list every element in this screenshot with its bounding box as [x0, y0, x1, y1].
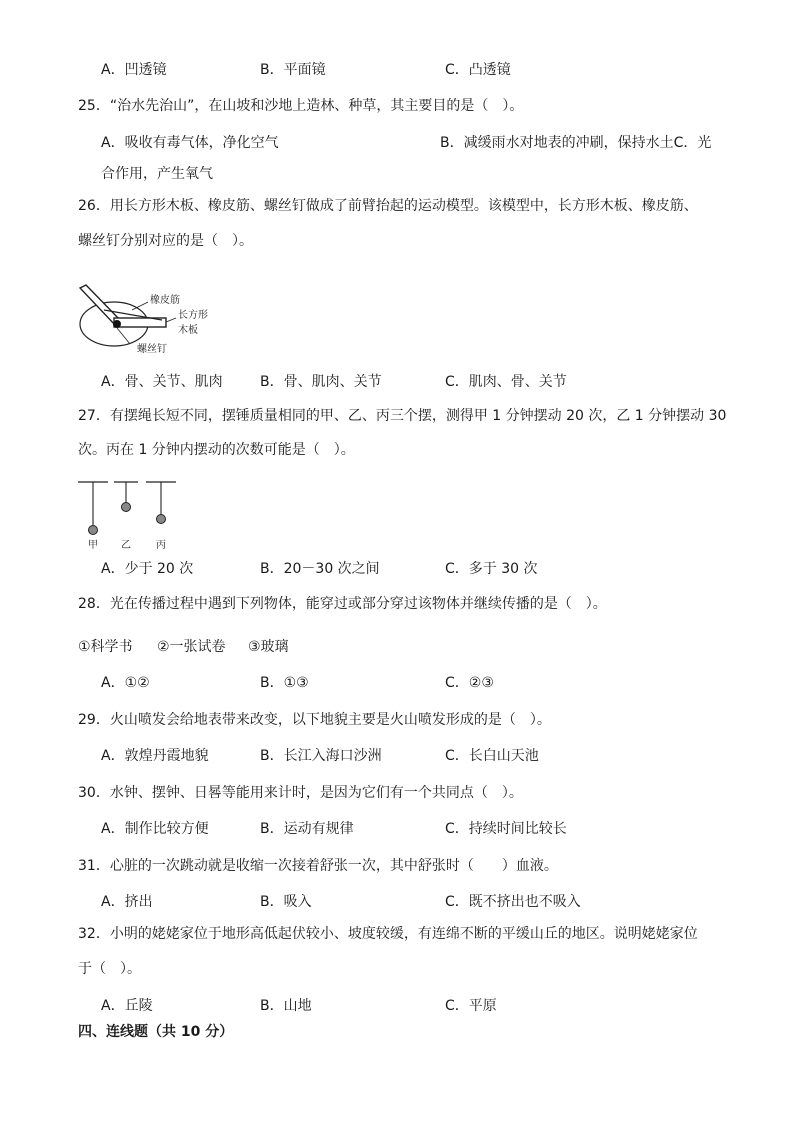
label-jia: 甲	[88, 540, 98, 551]
q31-option-a: A．挤出	[101, 894, 153, 910]
q24-option-c: C．凸透镜	[445, 62, 511, 78]
q32-stem-line1: 32．小明的姥姥家位于地形高低起伏较小、坡度较缓，有连绵不断的平缓山丘的地区。说明姥姥家位	[78, 926, 698, 942]
label-board-1: 长方形	[178, 310, 208, 321]
q28-option-a: A．①②	[101, 675, 150, 691]
label-rubber-band: 橡皮筋	[150, 295, 180, 306]
q29-stem: 29．火山喷发会给地表带来改变，以下地貌主要是火山喷发形成的是（ ）。	[78, 712, 551, 728]
q30-option-a: A．制作比较方便	[101, 821, 209, 837]
q32-option-b: B．山地	[260, 998, 312, 1014]
forearm-model-figure	[74, 284, 214, 356]
screw	[113, 320, 121, 328]
q28-option-b: B．①③	[260, 675, 309, 691]
label-bing: 丙	[156, 540, 166, 551]
q24-option-a: A．凹透镜	[101, 62, 167, 78]
q26-stem-line1: 26．用长方形木板、橡皮筋、螺丝钉做成了前臂抬起的运动模型。该模型中，长方形木板、橡皮筋、	[78, 198, 698, 214]
q26-stem-line2: 螺丝钉分别对应的是（ ）。	[78, 233, 253, 249]
q27-stem-line2: 次。丙在 1 分钟内摆动的次数可能是（ ）。	[78, 442, 355, 458]
pendulum-bob-bing	[157, 515, 166, 524]
section-4-heading: 四、连线题（共 10 分）	[78, 1024, 234, 1040]
q32-stem-line2: 于（ ）。	[78, 961, 141, 977]
q30-option-c: C．持续时间比较长	[445, 821, 567, 837]
q28-item-1: ①科学书	[78, 639, 133, 655]
q26-option-b: B．骨、肌肉、关节	[260, 374, 382, 390]
q26-option-c: C．肌肉、骨、关节	[445, 374, 567, 390]
q29-option-b: B．长江入海口沙洲	[260, 748, 382, 764]
q28-item-2: ②一张试卷	[157, 639, 226, 655]
pendulum-figure	[74, 476, 184, 552]
label-board-2: 木板	[178, 325, 198, 336]
q24-option-b: B．平面镜	[260, 62, 326, 78]
q28-stem: 28．光在传播过程中遇到下列物体，能穿过或部分穿过该物体并继续传播的是（ ）。	[78, 596, 607, 612]
q32-option-c: C．平原	[445, 998, 497, 1014]
q27-option-b: B．20－30 次之间	[260, 561, 380, 577]
q28-option-c: C．②③	[445, 675, 494, 691]
q31-option-b: B．吸入	[260, 894, 312, 910]
pendulum-bob-jia	[89, 526, 98, 535]
q30-stem: 30．水钟、摆钟、日晷等能用来计时，是因为它们有一个共同点（ ）。	[78, 785, 523, 801]
q27-option-a: A．少于 20 次	[101, 561, 194, 577]
q26-option-a: A．骨、关节、肌肉	[101, 374, 223, 390]
q25-stem: 25．“治水先治山”，在山坡和沙地上造林、种草，其主要目的是（ ）。	[78, 98, 524, 114]
q31-stem: 31．心脏的一次跳动就是收缩一次接着舒张一次，其中舒张时（ ）血液。	[78, 858, 558, 874]
q31-option-c: C．既不挤出也不吸入	[445, 894, 581, 910]
pendulum-bob-yi	[122, 503, 131, 512]
q25-option-bc: B．减缓雨水对地表的冲刷，保持水土C．光	[440, 135, 712, 151]
q27-stem-line1: 27．有摆绳长短不同，摆锤质量相同的甲、乙、丙三个摆，测得甲 1 分钟摆动 20 次，乙 1 分钟摆动 30	[78, 408, 727, 424]
q25-option-a: A．吸收有毒气体，净化空气	[101, 135, 279, 151]
label-screw: 螺丝钉	[137, 344, 167, 355]
q27-option-c: C．多于 30 次	[445, 561, 538, 577]
label-yi: 乙	[121, 540, 131, 551]
q25-option-c-cont: 合作用，产生氧气	[101, 166, 213, 182]
q32-option-a: A．丘陵	[101, 998, 153, 1014]
q30-option-b: B．运动有规律	[260, 821, 354, 837]
q29-option-c: C．长白山天池	[445, 748, 539, 764]
q28-item-3: ③玻璃	[248, 639, 289, 655]
q29-option-a: A．敦煌丹霞地貌	[101, 748, 209, 764]
